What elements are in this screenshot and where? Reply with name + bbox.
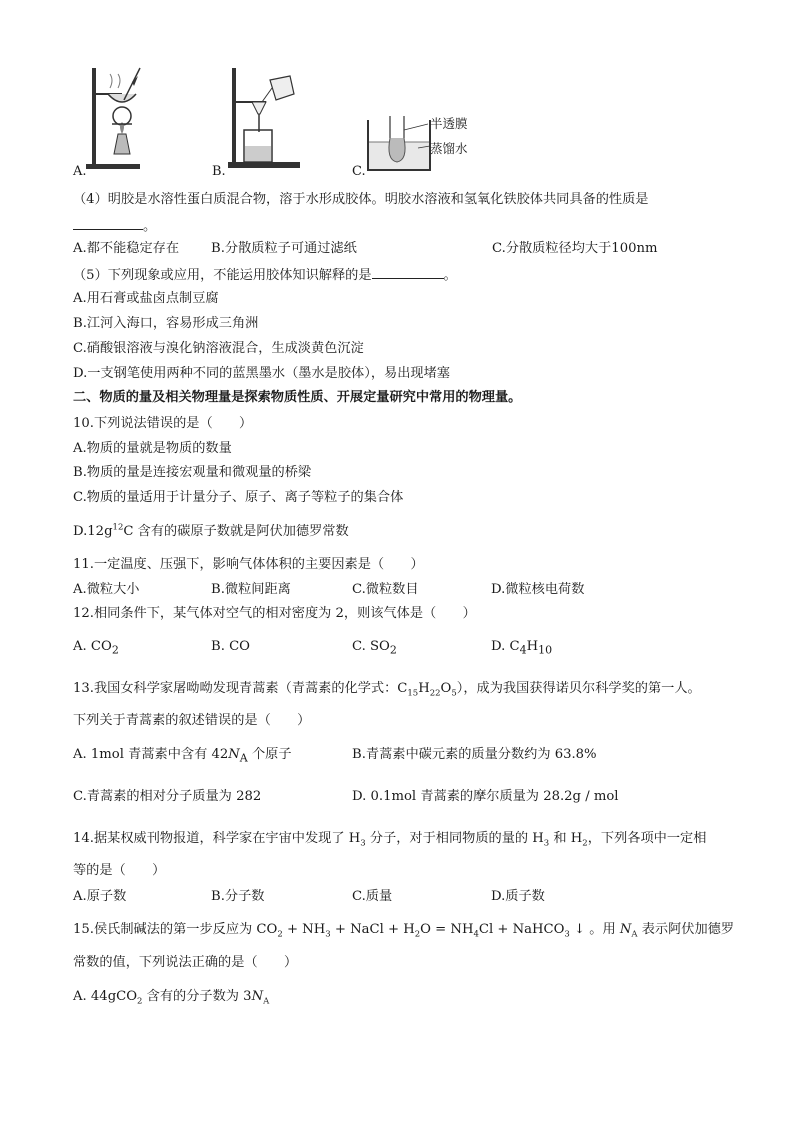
question-10-option-d[interactable]: $D.12g^{12}C$ 含有的碳原子数就是阿伏加德罗常数 [73, 522, 349, 539]
option-d[interactable]: D. $C_4H_{10}$ [491, 639, 553, 657]
membrane-label: 半透膜 [430, 116, 468, 131]
question-10-option-c[interactable]: C.物质的量适用于计量分子、原子、离子等粒子的集合体 [73, 490, 404, 505]
option-b[interactable]: B.微粒间距离 [211, 582, 291, 597]
question-5-option-d[interactable]: D.一支钢笔使用两种不同的蓝黑墨水（墨水是胶体），易出现堵塞 [73, 366, 450, 381]
answer-blank[interactable] [73, 215, 143, 230]
answer-blank[interactable] [372, 265, 444, 279]
question-13-stem-line2: 下列关于青蒿素的叙述错误的是（ ） [73, 713, 311, 728]
question-5-option-a[interactable]: A.用石膏或盐卤点制豆腐 [73, 291, 219, 306]
option-c[interactable]: C.分散质粒径均大于100nm [492, 241, 658, 256]
figure-c-label: C. [352, 164, 366, 179]
figure-b-label: B. [212, 164, 226, 179]
option-a[interactable]: A. 1mol 青蒿素中含有 $42N_A$ 个原子 [73, 747, 292, 765]
question-4-stem-line2: 。 [73, 215, 156, 236]
section-2-heading: 二、物质的量及相关物理量是探索物质性质、开展定量研究中常用的物理量。 [73, 390, 522, 405]
option-a[interactable]: A. $CO_2$ [73, 639, 119, 657]
option-d[interactable]: D.微粒核电荷数 [491, 582, 585, 597]
option-d[interactable]: D. 0.1mol 青蒿素的摩尔质量为 28.2g / mol [352, 789, 619, 804]
option-c[interactable]: C.青蒿素的相对分子质量为 282 [73, 789, 262, 804]
figure-a-label: A. [73, 164, 87, 179]
question-10-option-b[interactable]: B.物质的量是连接宏观量和微观量的桥梁 [73, 465, 312, 480]
question-5-option-b[interactable]: B.江河入海口，容易形成三角洲 [73, 316, 259, 331]
evaporation-apparatus-figure [84, 64, 144, 174]
option-d[interactable]: D.质子数 [491, 889, 545, 904]
distilled-water-label: 蒸馏水 [430, 141, 468, 156]
option-c[interactable]: C.微粒数目 [352, 582, 419, 597]
question-10-option-a[interactable]: A.物质的量就是物质的数量 [73, 441, 232, 456]
option-c[interactable]: C. $SO_2$ [352, 639, 397, 657]
option-a[interactable]: A.原子数 [73, 889, 127, 904]
option-b[interactable]: B.分散质粒子可通过滤纸 [211, 241, 357, 256]
question-12-stem: 12.相同条件下，某气体对空气的相对密度为 2，则该气体是（ ） [73, 606, 476, 621]
option-b[interactable]: B.青蒿素中碳元素的质量分数约为 63.8% [352, 747, 597, 762]
option-a[interactable]: A.都不能稳定存在 [73, 241, 180, 256]
question-15-option-a[interactable]: A. 44gCO$_2$ 含有的分子数为 $3N_A$ [73, 989, 270, 1007]
question-15-stem-line2: 常数的值，下列说法正确的是（ ） [73, 955, 298, 970]
filtration-apparatus-figure [228, 62, 304, 174]
option-c[interactable]: C.质量 [352, 889, 393, 904]
question-15-stem: 15.侯氏制碱法的第一步反应为 $CO_2 + NH_3$ + NaCl + $H_2O = NH_4Cl$ + NaHCO$_3$ ↓ 。用 $N_A$ 表示阿伏加德罗 [73, 922, 735, 940]
dialysis-apparatus-figure [364, 112, 434, 174]
question-14-stem: 14.据某权威刊物报道，科学家在宇宙中发现了 $H_3$ 分子，对于相同物质的量的 $H_3$ 和 $H_2$，下列各项中一定相 [73, 831, 707, 849]
question-5-option-c[interactable]: C.硝酸银溶液与溴化钠溶液混合，生成淡黄色沉淀 [73, 341, 364, 356]
option-a[interactable]: A.微粒大小 [73, 582, 140, 597]
option-b[interactable]: B.分子数 [211, 889, 265, 904]
question-11-stem: 11.一定温度、压强下，影响气体体积的主要因素是（ ） [73, 557, 424, 572]
question-4-stem: （4）明胶是水溶性蛋白质混合物，溶于水形成胶体。明胶水溶液和氢氧化铁胶体共同具备的性质是 [73, 192, 649, 207]
question-14-stem-line2: 等的是（ ） [73, 863, 166, 878]
option-b[interactable]: B. CO [211, 639, 250, 654]
question-5-stem: （5）下列现象或应用，不能运用胶体知识解释的是 。 [73, 265, 457, 285]
question-13-stem: 13.我国女科学家屠呦呦发现青蒿素（青蒿素的化学式：$C_{15}H_{22}O_5$），成为我国获得诺贝尔科学奖的第一人。 [73, 681, 701, 699]
question-10-stem: 10.下列说法错误的是（ ） [73, 416, 253, 431]
